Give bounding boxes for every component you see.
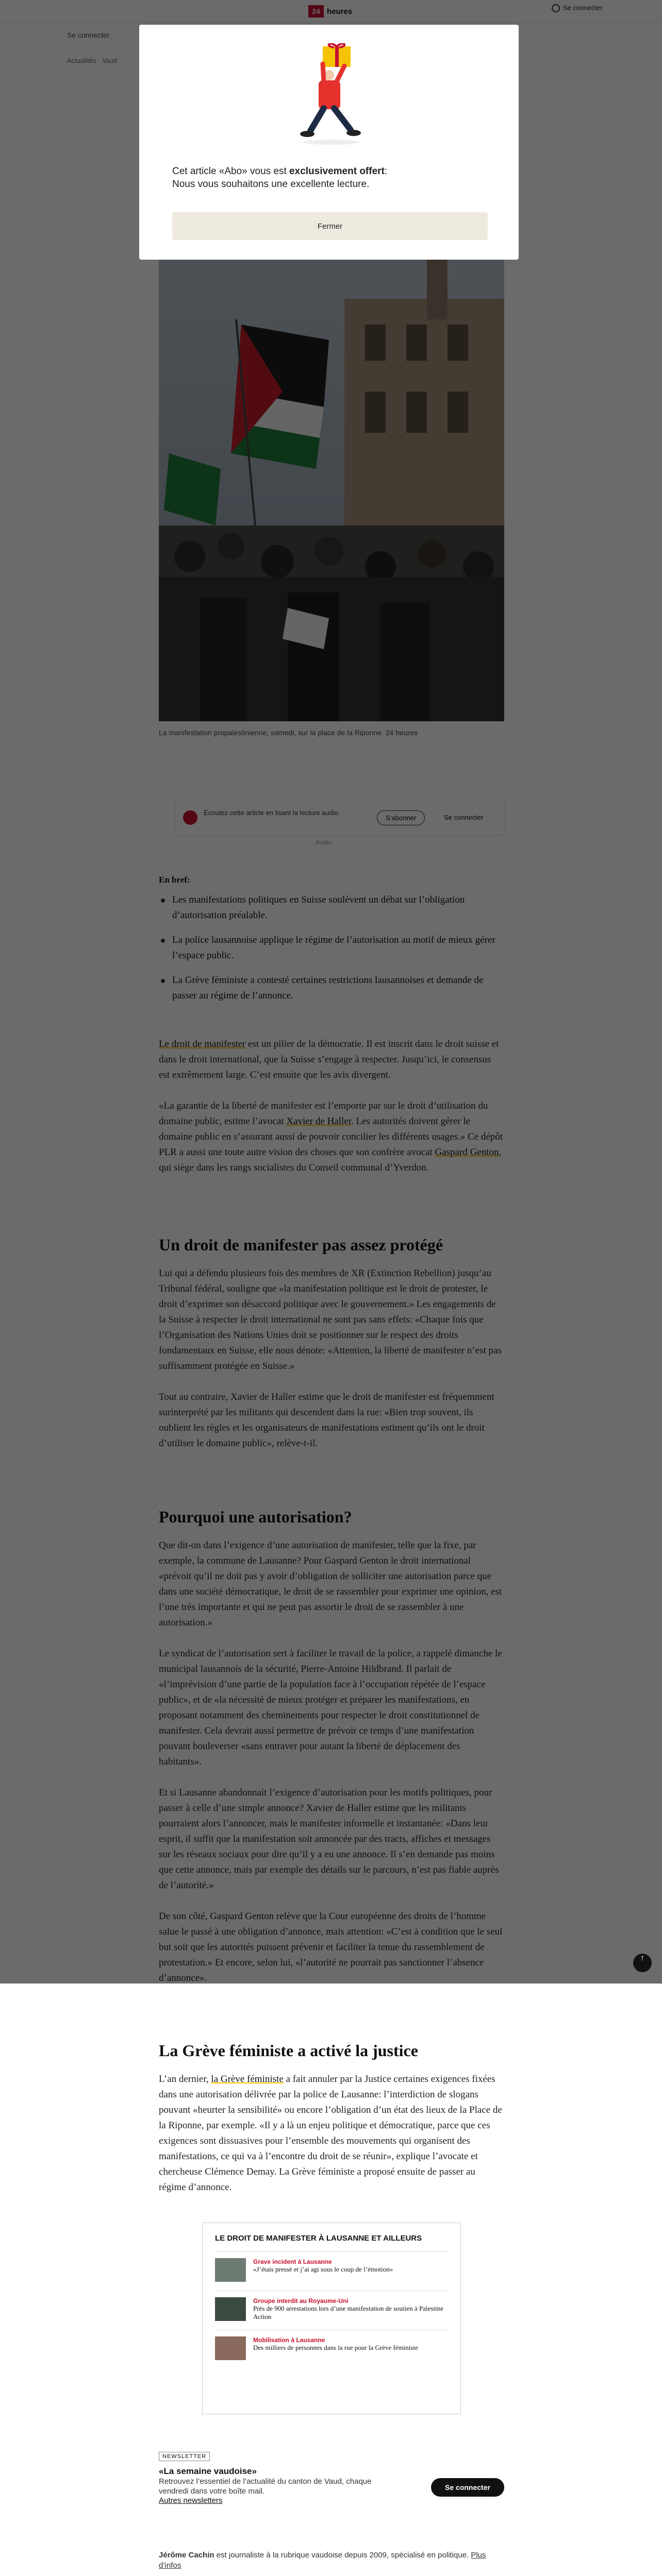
newsletter-title: «La semaine vaudoise» bbox=[159, 2466, 257, 2476]
related-thumbnail bbox=[215, 2336, 246, 2360]
gift-article-modal bbox=[139, 25, 519, 260]
newsletter-tag: NEWSLETTER bbox=[159, 2452, 210, 2461]
related-title: Des milliers de personnes dans la rue pour la Grève féministe bbox=[253, 2344, 418, 2351]
related-title: Près de 900 arrestations lors d’une manifestation de soutien à Palestine Action bbox=[253, 2304, 443, 2320]
related-box bbox=[202, 2223, 461, 2414]
related-kicker: Groupe interdit au Royaume-Uni bbox=[253, 2297, 349, 2304]
link-greve-feministe[interactable]: la Grève féministe bbox=[211, 2074, 284, 2084]
related-thumbnail bbox=[215, 2297, 246, 2321]
paragraph bbox=[159, 2072, 504, 2195]
newsletter-description: Retrouvez l’essentiel de l’actualité du canton de Vaud, chaque vendredi dans votre boîte mail. bbox=[159, 2477, 372, 2496]
related-kicker: Mobilisation à Lausanne bbox=[253, 2336, 325, 2344]
newsletter-login-button[interactable]: Se connecter bbox=[431, 2478, 504, 2497]
section-3 bbox=[159, 2041, 504, 2195]
other-newsletters-link[interactable]: Autres newsletters bbox=[159, 2496, 223, 2505]
scroll-top-button[interactable]: ↑ bbox=[633, 1954, 652, 1972]
related-item[interactable] bbox=[215, 2291, 448, 2330]
newsletter-box bbox=[159, 2451, 504, 2503]
author-bio bbox=[159, 2550, 504, 2571]
text: L’an dernier, bbox=[159, 2074, 211, 2084]
author-text: est journaliste à la rubrique vaudoise depuis 2009, spécialisé en politique. bbox=[214, 2551, 471, 2560]
modal-line1-colon: : bbox=[384, 166, 388, 177]
modal-line2-text: Nous vous souhaitons une excellente lecture. bbox=[172, 179, 370, 190]
related-heading: LE DROIT DE MANIFESTER À LAUSANNE ET AILLEURS bbox=[215, 2234, 422, 2243]
related-thumbnail bbox=[215, 2258, 246, 2282]
related-item[interactable] bbox=[215, 2251, 448, 2291]
related-title: «J’étais pressé et j’ai agi sous le coup de l’émotion» bbox=[253, 2265, 393, 2273]
author-more-link[interactable]: Plus d’infos bbox=[159, 2551, 486, 2570]
related-item[interactable] bbox=[215, 2330, 448, 2369]
text: a fait annuler par la Justice certaines exigences fixées dans une autorisation délivrée par la police de Lausanne: l’interdiction de slogans pouvant «heurter la sensibilité» ou encore l’obligation d’un état des lieux de la Place de la Riponne, par exemple. «Il y a là un enjeu politique et démocratique, parce que ces exigences sont dissuasives pour l’ensemble des mouvements qui organisent des manifestations, ce qui va à l’encontre du droit de se réunir», explique l’avocate et chercheuse Clémence Demay. La Grève féministe a proposé ensuite de passer au régime d’annonce. bbox=[159, 2074, 502, 2193]
section-title: La Grève féministe a activé la justice bbox=[159, 2041, 418, 2060]
modal-line1-text: Cet article «Abo» vous est bbox=[172, 166, 290, 177]
modal-line1-bold: exclusivement offert bbox=[289, 166, 385, 177]
author-name: Jérôme Cachin bbox=[159, 2551, 214, 2560]
modal-close-button[interactable]: Fermer bbox=[172, 212, 488, 240]
gift-illustration-icon bbox=[293, 43, 375, 146]
modal-message bbox=[172, 165, 492, 191]
related-kicker: Grave incident à Lausanne bbox=[253, 2258, 332, 2265]
